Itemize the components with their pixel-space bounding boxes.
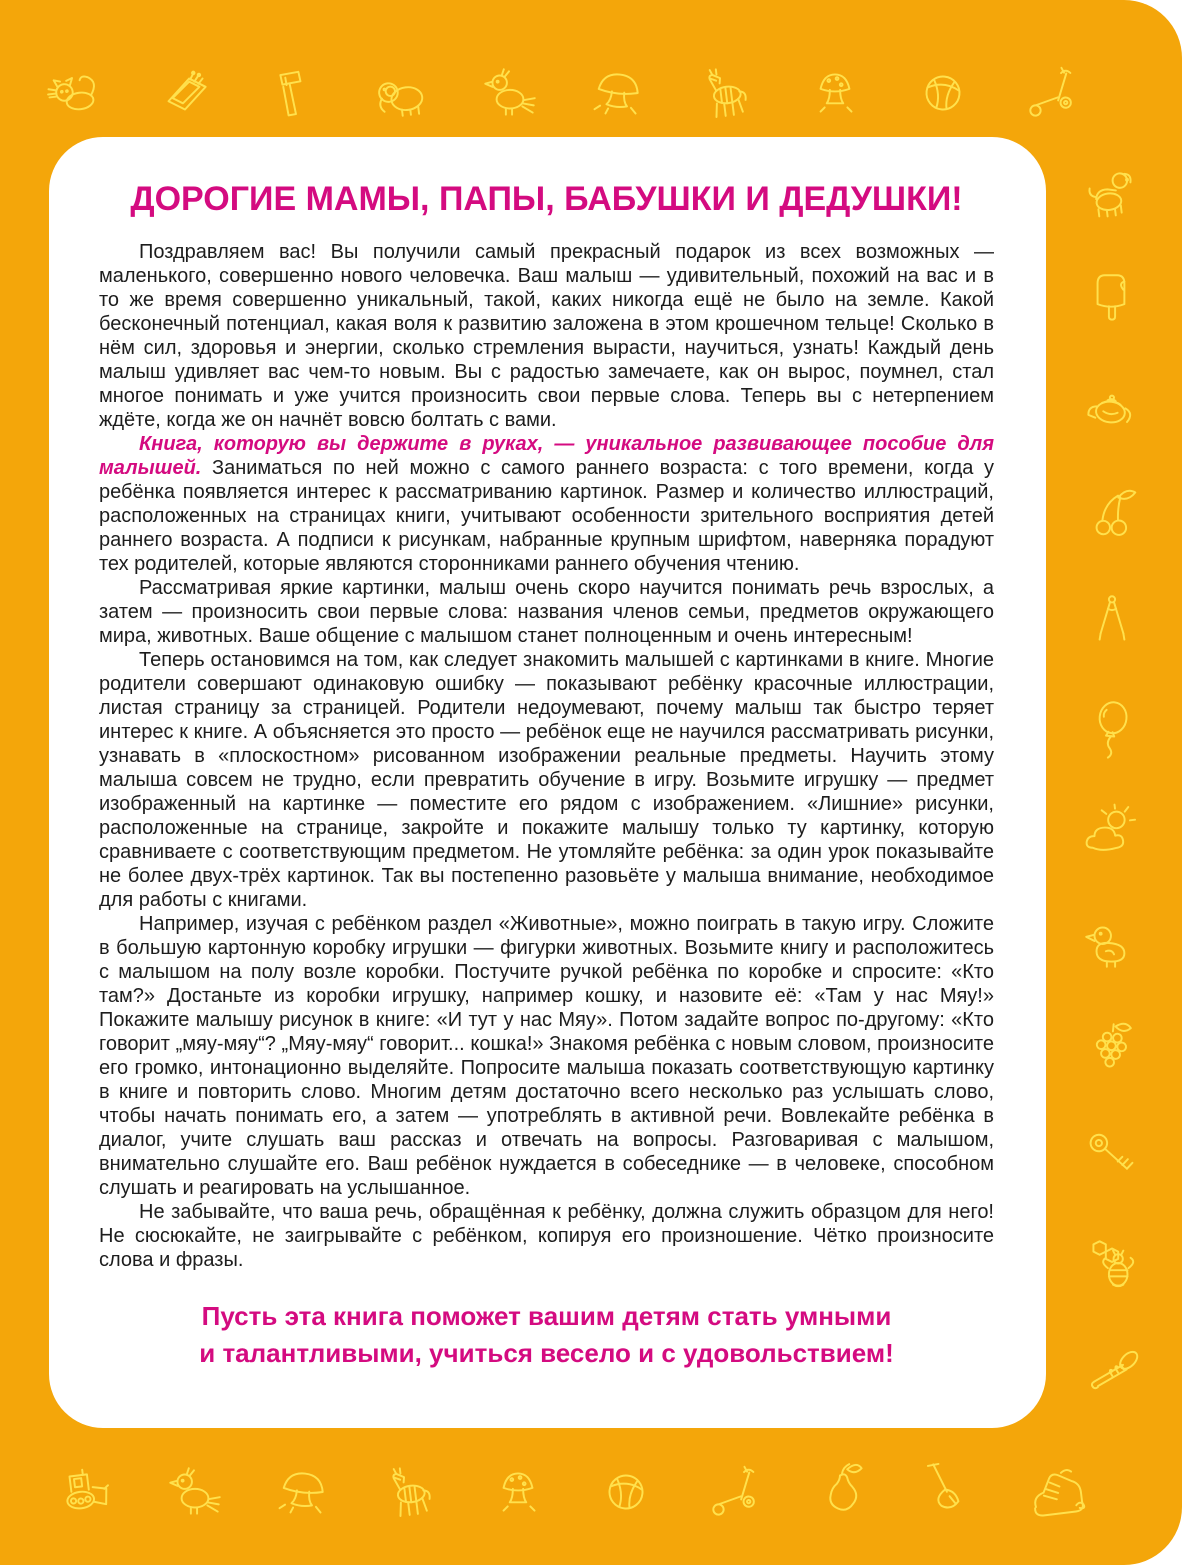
bee-icon <box>1079 1231 1145 1297</box>
balloon-icon <box>1076 692 1149 765</box>
closing-line-2: и талантливыми, учиться весело и с удовольствием! <box>199 1338 894 1369</box>
duckling-icon <box>1079 910 1145 976</box>
elephant-icon <box>365 56 439 130</box>
trumpet-icon <box>1076 1335 1149 1408</box>
top-icon-border <box>44 50 1084 136</box>
sneaker-icon <box>1020 1455 1094 1529</box>
speech-advice-paragraph: Не забывайте, что ваша речь, обращённая к ребёнку, должна служить образцом для него! Не сюсюкайте, не заигрывайте с ребёнком, копируя его произношение. Чётко произносите слова и фразы. <box>99 1201 994 1272</box>
mushroom-icon <box>266 1456 339 1529</box>
content-panel <box>49 137 1046 1428</box>
animals-game-paragraph: Например, изучая с ребёнком раздел «Животные», можно поиграть в такую игру. Сложите в большую картонную коробку игрушки — фигурки животных. Возьмите книгу и расположитесь с малышом на полу возле коробки. Постучите ручкой ребёнка по коробке и спросите: «Кто там?» Достаньте из коробки игрушку, например кошку, и назовите её: «Там у нас Мяу!» Покажите малышу рисунок в книге: «И тут у нас Мяу». Потом задайте вопрос по-другому: «Кто говорит „мяу-мяу“? „Мяу-мяу“ говорит... кошка!» Знакомя ребёнка с новым словом, произносите его громко, интонационно выделяйте. Попросите малыша показать соответствующую картинку в книге и повторить слово. Многим детям достаточно всего несколько раз услышать слово, чтобы начать понимать его, а затем — употреблять в активной речи. Вовлекайте ребёнка в диалог, учите слушать ваш рассказ и отвечать на вопросы. Разговаривая с малышом, внимательно слушайте его. Ваш ребёнок нуждается в собеседнике — в человеке, способном слушать и реагировать на услышанное. <box>99 913 994 1200</box>
bulldozer-icon <box>50 1455 124 1529</box>
key-icon <box>1075 1120 1149 1194</box>
page-title: ДОРОГИЕ МАМЫ, ПАПЫ, БАБУШКИ И ДЕДУШКИ! <box>130 180 963 218</box>
closing-message <box>99 1298 994 1372</box>
book-description-text: Заниматься по ней можно с самого раннего возраста: с того времени, когда у ребёнка появляется интерес к рассматриванию картинок. Размер и количество иллюстраций, расположенных на страницах книги, учитывают особенности зрительного восприятия детей раннего возраста. А подписи к рисункам, набранные крупным шрифтом, наверняка порадуют тех родителей, которые являются сторонниками раннего обучения чтению. <box>99 457 994 576</box>
fly-agaric-icon <box>485 1459 551 1525</box>
bottom-icon-border <box>54 1444 1090 1540</box>
cherries-icon <box>1075 477 1149 551</box>
fly-agaric-icon <box>802 60 868 126</box>
shovel-icon <box>913 1456 986 1529</box>
how-to-show-pictures-paragraph: Теперь остановимся на том, как следует знакомить малышей с картинками в книге. Многие родители совершают одинаковую ошибку — показывают ребёнку красочные иллюстрации, листая страницу за страницей. Родители недоумевают, почему малыш так быстро теряет интерес к книге. А объясняется это просто — ребёнок еще не научился рассматривать рисунки, узнавать в «плоскостном» рисованном изображении реальные предметы. Научить этому малыша совсем не трудно, если превратить обучение в игру. Возьмите игрушку — предмет изображенный на картинке — поместите его рядом с изображением. «Лишние» рисунки, расположенные на странице, закройте и покажите малышу только ту картинку, которую сравниваете с соответствующим предметом. Не утомляйте ребёнка: за один урок показывайте не более двух-трёх картинок. Так вы постепенно разовьёте у малыша внимание, необходимое для работы с книгами. <box>99 649 994 912</box>
book-lead-emphasis: Книга, которую вы держите в руках, — уникальное развивающее пособие для малышей. <box>99 433 994 480</box>
pear-icon <box>808 1459 874 1525</box>
matchbox-icon <box>152 60 218 126</box>
teapot-icon <box>1076 371 1149 444</box>
bird-icon <box>162 1459 228 1525</box>
ice-cream-icon <box>1079 267 1145 333</box>
scooter-icon <box>1014 56 1088 130</box>
mushroom-icon <box>582 57 655 130</box>
grapes-icon <box>1076 1013 1149 1086</box>
pictures-benefit-paragraph: Рассматривая яркие картинки, малыш очень скоро научится понимать речь взрослых, а затем — произносить свои первые слова: названия членов семьи, предметов окружающего мира, животных. Ваше общение с малышом станет полноценным и очень интересным! <box>99 577 994 648</box>
right-icon-border <box>1066 160 1158 1404</box>
zebra-icon <box>374 1455 448 1529</box>
hammer-icon <box>257 57 330 130</box>
dog-icon <box>1075 156 1149 230</box>
ball-icon <box>590 1456 663 1529</box>
zebra-icon <box>690 56 764 130</box>
closing-line-1: Пусть эта книга поможет вашим детям стать умными <box>201 1301 892 1332</box>
book-description-paragraph <box>99 432 994 576</box>
sun-cloud-icon <box>1075 799 1149 873</box>
ball-icon <box>906 57 979 130</box>
bird-icon <box>477 60 543 126</box>
compass-icon <box>1079 588 1145 654</box>
cat-icon <box>40 56 114 130</box>
greeting-paragraph: Поздравляем вас! Вы получили самый прекрасный подарок из всех возможных — маленького, совершенно нового человечка. Ваш малыш — удивительный, похожий на вас и в то же время совершенно уникальный, такой, каких никогда ещё не было на земле. Какой бесконечный потенциал, какая воля к развитию заложена в этом крошечном тельце! Сколько в нём сил, здоровья и энергии, сколько стремления вырасти, научиться, узнать! Каждый день малыш удивляет вас чем-то новым. Вы с радостью замечаете, как он вырос, поумнел, стал многое понимать и уже учится произносить свои первые слова. Теперь вы с нетерпением ждёте, когда же он начнёт вовсю болтать с вами. <box>99 241 994 432</box>
scooter-icon <box>697 1455 771 1529</box>
